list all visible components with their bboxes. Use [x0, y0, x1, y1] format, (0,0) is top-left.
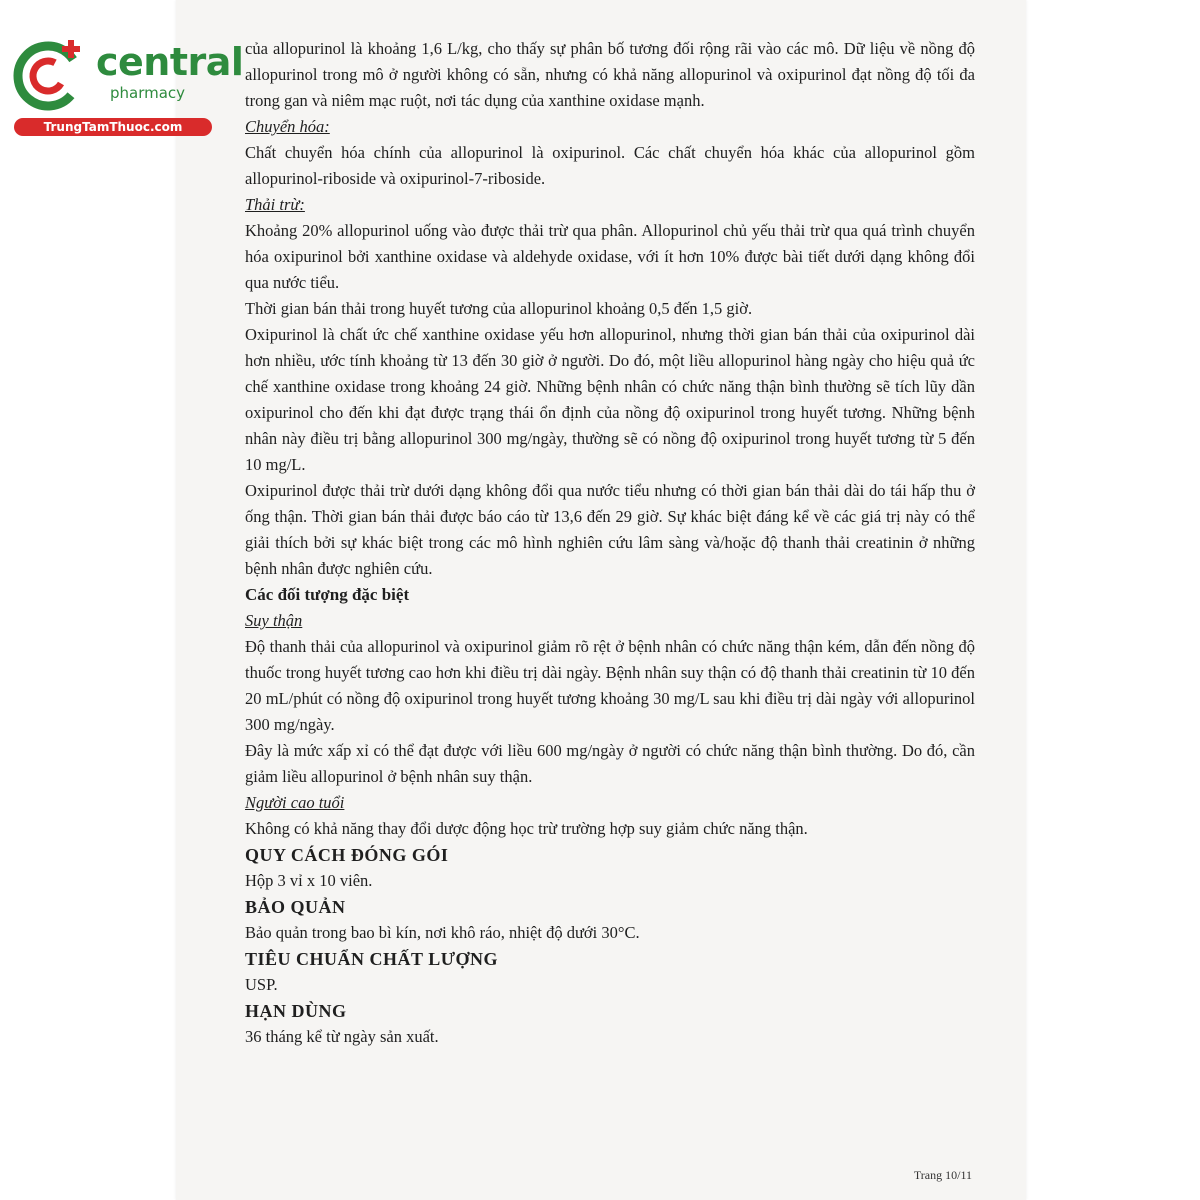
heading-quality-standard: TIÊU CHUẨN CHẤT LƯỢNG — [245, 949, 499, 969]
central-pharmacy-logo-icon — [10, 36, 90, 116]
paragraph-elimination-1: Khoảng 20% allopurinol uống vào được thải trừ qua phân. Allopurinol chủ yếu thải trừ qua quá trình chuyển hóa oxipurinol bởi xanthine oxidase và aldehyde oxidase, với ít hơn 10% được bài tiết dưới dạng không đổi qua nước tiểu. — [245, 221, 975, 292]
paragraph-elimination-3: Oxipurinol là chất ức chế xanthine oxidase yếu hơn allopurinol, nhưng thời gian bán thải của oxipurinol dài hơn nhiều, ước tính khoảng từ 13 đến 30 giờ ở người. Do đó, một liều allopurinol hàng ngày cho hiệu quả ức chế xanthine oxidase trong khoảng 24 giờ. Những bệnh nhân có chức năng thận bình thường sẽ tích lũy dần oxipurinol cho đến khi đạt được trạng thái ổn định của nồng độ oxipurinol trong huyết tương. Những bệnh nhân này điều trị bằng allopurinol 300 mg/ngày, thường sẽ có nồng độ oxipurinol trong huyết tương từ 5 đến 10 mg/L. — [245, 325, 975, 474]
paragraph-renal-2: Đây là mức xấp xỉ có thể đạt được với liều 600 mg/ngày ở người có chức năng thận bình thường. Do đó, cần giảm liều allopurinol ở bệnh nhân suy thận. — [245, 741, 975, 786]
heading-packaging: QUY CÁCH ĐÓNG GÓI — [245, 845, 449, 865]
paragraph-storage: Bảo quản trong bao bì kín, nơi khô ráo, nhiệt độ dưới 30°C. — [245, 923, 640, 942]
logo-subtitle: pharmacy — [110, 84, 186, 102]
paragraph-distribution: của allopurinol là khoảng 1,6 L/kg, cho thấy sự phân bố tương đối rộng rãi vào các mô. Dữ liệu về nồng độ allopurinol trong mô ở người không có sẵn, nhưng có khả năng allopurinol và oxipurinol đạt nồng độ tối đa trong gan và niêm mạc ruột, nơi tác dụng của xanthine oxidase mạnh. — [245, 39, 975, 110]
heading-expiry: HẠN DÙNG — [245, 1001, 347, 1021]
central-pharmacy-logo[interactable] — [10, 36, 244, 136]
subheading-renal-impairment: Suy thận — [245, 611, 303, 630]
subheading-elimination: Thải trừ: — [245, 195, 305, 214]
paragraph-renal-1: Độ thanh thải của allopurinol và oxipurinol giảm rõ rệt ở bệnh nhân có chức năng thận kém, dẫn đến nồng độ thuốc trong huyết tương cao hơn khi điều trị dài ngày. Bệnh nhân suy thận có độ thanh thải creatinin từ 10 đến 20 mL/phút có nồng độ oxipurinol trong huyết tương khoảng 30 mg/L sau khi điều trị dài ngày với allopurinol 300 mg/ngày. — [245, 637, 975, 734]
logo-name: central — [96, 40, 244, 84]
paragraph-elimination-2: Thời gian bán thải trong huyết tương của allopurinol khoảng 0,5 đến 1,5 giờ. — [245, 299, 753, 318]
paragraph-metabolism: Chất chuyển hóa chính của allopurinol là oxipurinol. Các chất chuyển hóa khác của allopurinol gồm allopurinol-riboside và oxipurinol-7-riboside. — [245, 143, 975, 188]
paragraph-elderly: Không có khả năng thay đổi dược động học trừ trường hợp suy giảm chức năng thận. — [245, 819, 808, 838]
document-content — [245, 36, 975, 1050]
subheading-elderly: Người cao tuổi — [245, 793, 345, 812]
paragraph-quality-standard: USP. — [245, 975, 278, 994]
heading-special-populations: Các đối tượng đặc biệt — [245, 585, 410, 604]
subheading-metabolism: Chuyển hóa: — [245, 117, 330, 136]
paragraph-packaging: Hộp 3 vỉ x 10 viên. — [245, 871, 373, 890]
paragraph-expiry: 36 tháng kể từ ngày sản xuất. — [245, 1027, 439, 1046]
paragraph-elimination-4: Oxipurinol được thải trừ dưới dạng không đổi qua nước tiểu nhưng có thời gian bán thải dài do tái hấp thu ở ống thận. Thời gian bán thải được báo cáo từ 13,6 đến 29 giờ. Sự khác biệt đáng kể về các giá trị này có thể giải thích bởi sự khác biệt trong các mô hình nghiên cứu lâm sàng và/hoặc độ thanh thải creatinin ở những bệnh nhân được nghiên cứu. — [245, 481, 975, 578]
heading-storage: BẢO QUẢN — [245, 897, 346, 917]
logo-url-badge[interactable]: TrungTamThuoc.com — [14, 118, 212, 136]
page-number: Trang 10/11 — [913, 1168, 972, 1182]
